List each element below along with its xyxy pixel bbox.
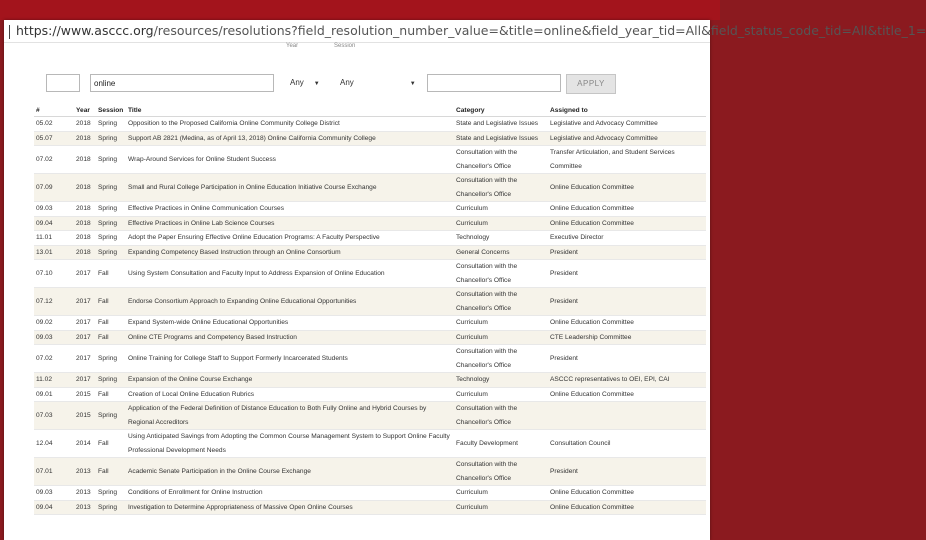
- resolution-assigned-to: Online Education Committee: [548, 202, 706, 217]
- table-row[interactable]: [34, 131, 706, 146]
- resolution-category: Consultation with the Chancellor's Office: [454, 146, 548, 174]
- resolution-assigned-to: Online Education Committee: [548, 174, 706, 202]
- resolution-number: 09.03: [34, 202, 74, 217]
- resolution-category: General Concerns: [454, 245, 548, 260]
- session-select[interactable]: [340, 75, 416, 91]
- resolution-title[interactable]: Conditions of Enrollment for Online Instruction: [126, 486, 454, 501]
- resolution-year: 2013: [74, 486, 96, 501]
- resolution-session: Fall: [96, 316, 126, 331]
- resolution-category: Consultation with the Chancellor's Office: [454, 345, 548, 373]
- table-row[interactable]: [34, 202, 706, 217]
- table-row[interactable]: [34, 216, 706, 231]
- resolution-year: 2018: [74, 146, 96, 174]
- resolution-assigned-to: Legislative and Advocacy Committee: [548, 131, 706, 146]
- session-filter-label: Session: [334, 43, 356, 49]
- browser-frame: [4, 20, 926, 540]
- resolution-assigned-to: Online Education Committee: [548, 387, 706, 402]
- resolution-category: Curriculum: [454, 202, 548, 217]
- resolution-session: Fall: [96, 330, 126, 345]
- resolution-assigned-to: President: [548, 245, 706, 260]
- table-row[interactable]: [34, 458, 706, 486]
- resolution-year: 2017: [74, 260, 96, 288]
- resolution-category: State and Legislative Issues: [454, 117, 548, 132]
- resolution-category: Technology: [454, 231, 548, 246]
- resolution-title[interactable]: Expanding Competency Based Instruction through an Online Consortium: [126, 245, 454, 260]
- table-row[interactable]: [34, 330, 706, 345]
- resolution-session: Spring: [96, 373, 126, 388]
- resolution-title[interactable]: Expand System-wide Online Educational Opportunities: [126, 316, 454, 331]
- resolution-category: Consultation with the Chancellor's Office: [454, 174, 548, 202]
- resolution-category: Curriculum: [454, 486, 548, 501]
- column-header-session[interactable]: Session: [96, 104, 126, 117]
- resolution-year: 2013: [74, 458, 96, 486]
- resolution-year: 2015: [74, 387, 96, 402]
- year-select-value: Any: [290, 78, 304, 87]
- resolution-session: Spring: [96, 245, 126, 260]
- address-bar[interactable]: [4, 20, 926, 43]
- year-filter-label: Year: [286, 43, 299, 49]
- table-row[interactable]: [34, 288, 706, 316]
- resolution-title[interactable]: Expansion of the Online Course Exchange: [126, 373, 454, 388]
- resolution-assigned-to: [548, 402, 706, 430]
- resolution-title[interactable]: Support AB 2821 (Medina, as of April 13, 2018) Online California Community College: [126, 131, 454, 146]
- chevron-down-icon: ▼: [313, 81, 320, 87]
- resolution-number: 07.03: [34, 402, 74, 430]
- column-header-title[interactable]: Title: [126, 104, 454, 117]
- apply-button[interactable]: APPLY: [566, 74, 616, 94]
- resolution-category: Curriculum: [454, 500, 548, 515]
- resolution-assigned-to: Legislative and Advocacy Committee: [548, 117, 706, 132]
- table-row[interactable]: [34, 260, 706, 288]
- chevron-down-icon: ▼: [409, 81, 416, 87]
- resolution-assigned-to: President: [548, 458, 706, 486]
- resolution-category: Curriculum: [454, 387, 548, 402]
- resolution-year: 2018: [74, 231, 96, 246]
- resolution-assigned-to: President: [548, 288, 706, 316]
- table-row[interactable]: [34, 117, 706, 132]
- resolution-number: 09.03: [34, 330, 74, 345]
- resolution-number: 07.02: [34, 345, 74, 373]
- resolution-category: Consultation with the Chancellor's Office: [454, 260, 548, 288]
- resolution-title[interactable]: Using Anticipated Savings from Adopting the Common Course Management System to Support Online Faculty Professional Development Needs: [126, 430, 454, 458]
- resolution-assigned-to: Online Education Committee: [548, 216, 706, 231]
- resolution-session: Fall: [96, 458, 126, 486]
- resolution-session: Spring: [96, 486, 126, 501]
- resolution-title[interactable]: Effective Practices in Online Lab Science Courses: [126, 216, 454, 231]
- resolution-title[interactable]: Using System Consultation and Faculty Input to Address Expansion of Online Education: [126, 260, 454, 288]
- column-header-assigned[interactable]: Assigned to: [548, 104, 706, 117]
- resolution-session: Spring: [96, 231, 126, 246]
- resolution-title[interactable]: Endorse Consortium Approach to Expanding Online Educational Opportunities: [126, 288, 454, 316]
- resolution-category: Curriculum: [454, 216, 548, 231]
- resolution-category: Consultation with the Chancellor's Office: [454, 402, 548, 430]
- resolution-session: Fall: [96, 430, 126, 458]
- column-header-category[interactable]: Category: [454, 104, 548, 117]
- resolution-session: Spring: [96, 146, 126, 174]
- resolution-assigned-to: CTE Leadership Committee: [548, 330, 706, 345]
- resolution-title[interactable]: Wrap-Around Services for Online Student Success: [126, 146, 454, 174]
- resolution-title[interactable]: Effective Practices in Online Communication Courses: [126, 202, 454, 217]
- resolution-number: 07.10: [34, 260, 74, 288]
- resolution-session: Fall: [96, 288, 126, 316]
- title-input[interactable]: online: [90, 74, 274, 92]
- resolution-number: 11.01: [34, 231, 74, 246]
- table-header-row: [34, 104, 706, 117]
- resolution-category: Consultation with the Chancellor's Office: [454, 458, 548, 486]
- table-row[interactable]: [34, 316, 706, 331]
- year-select[interactable]: [290, 75, 320, 91]
- url-path: /resources/resolutions?field_resolution_number_value=&title=online&field_year_tid=All&field_status_code_tid=All&title_1=: [153, 23, 926, 38]
- resolution-year: 2015: [74, 402, 96, 430]
- table-row[interactable]: [34, 245, 706, 260]
- resolution-number: 07.09: [34, 174, 74, 202]
- resolution-category: Faculty Development: [454, 430, 548, 458]
- resolution-year: 2018: [74, 216, 96, 231]
- resolution-number: 05.07: [34, 131, 74, 146]
- resolutions-table: [34, 104, 706, 515]
- resolution-session: Spring: [96, 131, 126, 146]
- resolution-category: State and Legislative Issues: [454, 131, 548, 146]
- resolution-session: Spring: [96, 345, 126, 373]
- table-row[interactable]: [34, 486, 706, 501]
- resolution-assigned-to: Online Education Committee: [548, 316, 706, 331]
- table-row[interactable]: [34, 402, 706, 430]
- table-row[interactable]: [34, 174, 706, 202]
- resolution-title[interactable]: Application of the Federal Definition of Distance Education to Both Fully Online and Hybrid Courses by Regional Accreditors: [126, 402, 454, 430]
- resolution-year: 2013: [74, 500, 96, 515]
- resolution-year: 2017: [74, 373, 96, 388]
- resolution-year: 2017: [74, 316, 96, 331]
- resolution-category: Curriculum: [454, 330, 548, 345]
- resolution-assigned-to: President: [548, 260, 706, 288]
- text-cursor-icon: [9, 25, 10, 39]
- resolution-assigned-to: Consultation Council: [548, 430, 706, 458]
- resolution-year: 2018: [74, 245, 96, 260]
- resolution-session: Spring: [96, 202, 126, 217]
- resolution-session: Spring: [96, 500, 126, 515]
- resolution-year: 2018: [74, 117, 96, 132]
- column-header-number[interactable]: #: [34, 104, 74, 117]
- resolution-number: 09.03: [34, 486, 74, 501]
- resolution-number: 13.01: [34, 245, 74, 260]
- resolution-number: 11.02: [34, 373, 74, 388]
- table-row[interactable]: [34, 430, 706, 458]
- table-row[interactable]: [34, 345, 706, 373]
- resolution-year: 2018: [74, 174, 96, 202]
- resolution-session: Fall: [96, 260, 126, 288]
- table-row[interactable]: [34, 146, 706, 174]
- column-header-year[interactable]: Year: [74, 104, 96, 117]
- resolution-assigned-to: Online Education Committee: [548, 486, 706, 501]
- resolution-assigned-to: Executive Director: [548, 231, 706, 246]
- table-row[interactable]: [34, 500, 706, 515]
- resolution-session: Spring: [96, 402, 126, 430]
- resolution-number: 07.12: [34, 288, 74, 316]
- number-input[interactable]: [46, 74, 80, 92]
- resolution-title[interactable]: Creation of Local Online Education Rubrics: [126, 387, 454, 402]
- resolution-session: Fall: [96, 387, 126, 402]
- resolution-title[interactable]: Academic Senate Participation in the Online Course Exchange: [126, 458, 454, 486]
- resolution-number: 09.01: [34, 387, 74, 402]
- resolution-category: Curriculum: [454, 316, 548, 331]
- resolution-assigned-to: Transfer Articulation, and Student Services Committee: [548, 146, 706, 174]
- resolution-year: 2017: [74, 288, 96, 316]
- resolution-session: Spring: [96, 117, 126, 132]
- resolution-title[interactable]: Small and Rural College Participation in Online Education Initiative Course Exchange: [126, 174, 454, 202]
- resolution-year: 2018: [74, 131, 96, 146]
- resolution-number: 07.02: [34, 146, 74, 174]
- session-select-value: Any: [340, 78, 354, 87]
- resolution-number: 05.02: [34, 117, 74, 132]
- resolution-title[interactable]: Online Training for College Staff to Support Formerly Incarcerated Students: [126, 345, 454, 373]
- url-host: https://www.asccc.org: [16, 23, 154, 38]
- resolution-assigned-to: Online Education Committee: [548, 500, 706, 515]
- resolution-session: Spring: [96, 174, 126, 202]
- table-row[interactable]: [34, 387, 706, 402]
- resolution-number: 09.02: [34, 316, 74, 331]
- resolution-category: Technology: [454, 373, 548, 388]
- resolution-title[interactable]: Opposition to the Proposed California Online Community College District: [126, 117, 454, 132]
- resolution-year: 2018: [74, 202, 96, 217]
- resolution-number: 07.01: [34, 458, 74, 486]
- table-row[interactable]: [34, 373, 706, 388]
- resolution-assigned-to: ASCCC representatives to OEI, EPI, CAI: [548, 373, 706, 388]
- resolution-title[interactable]: Online CTE Programs and Competency Based Instruction: [126, 330, 454, 345]
- table-row[interactable]: [34, 231, 706, 246]
- resolution-number: 09.04: [34, 216, 74, 231]
- resolution-session: Spring: [96, 216, 126, 231]
- resolution-year: 2017: [74, 330, 96, 345]
- resolution-year: 2017: [74, 345, 96, 373]
- resolution-title[interactable]: Adopt the Paper Ensuring Effective Online Education Programs: A Faculty Perspective: [126, 231, 454, 246]
- resolution-title[interactable]: Investigation to Determine Appropriateness of Massive Open Online Courses: [126, 500, 454, 515]
- resolution-number: 12.04: [34, 430, 74, 458]
- extra-filter-input[interactable]: [427, 74, 561, 92]
- resolution-number: 09.04: [34, 500, 74, 515]
- resolution-category: Consultation with the Chancellor's Office: [454, 288, 548, 316]
- filter-form: [4, 42, 710, 98]
- resolution-year: 2014: [74, 430, 96, 458]
- top-banner: [0, 0, 720, 20]
- resolution-assigned-to: President: [548, 345, 706, 373]
